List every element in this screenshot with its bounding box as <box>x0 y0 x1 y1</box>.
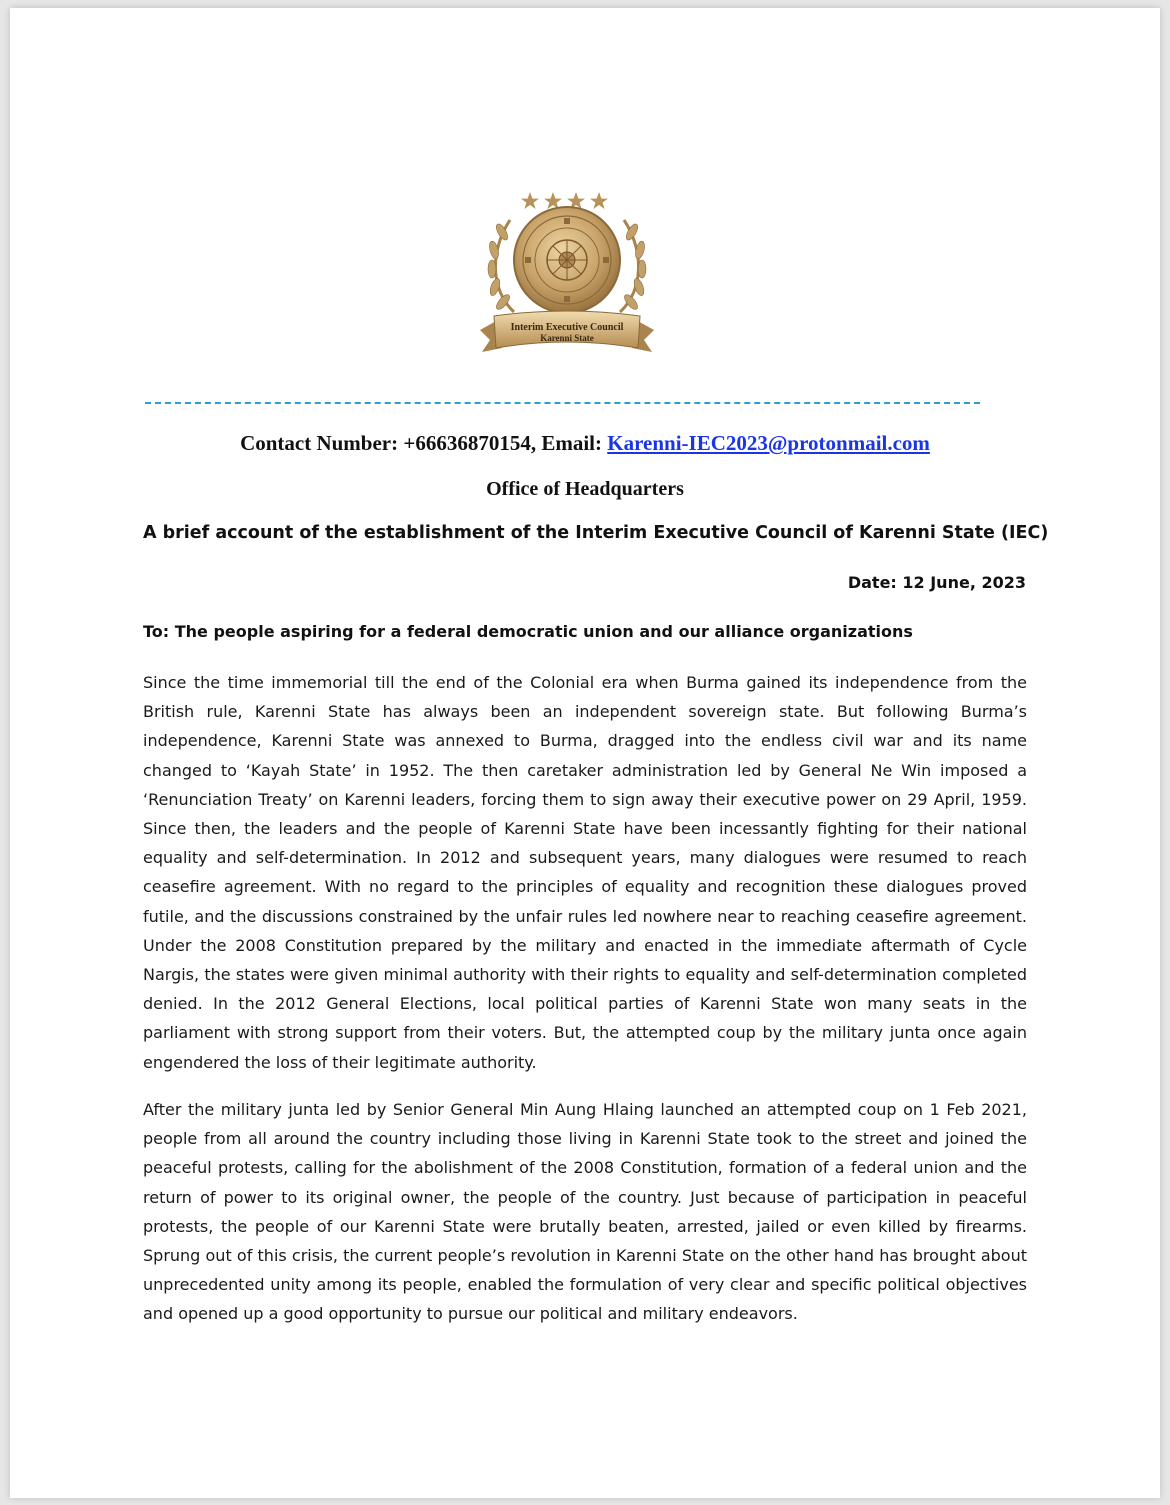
iec-seal-logo <box>472 180 662 368</box>
document-page <box>10 8 1160 1498</box>
contact-line <box>10 431 1160 456</box>
banner-line-2: Karenni State <box>540 333 594 343</box>
seal-emblem-icon <box>472 180 662 368</box>
contact-label: Contact Number: +66636870154, Email: <box>240 431 608 455</box>
body-paragraph: Since the time immemorial till the end of the Colonial era when Burma gained its independence from the British rule, Karenni State has always been an independent sovereign state. But following Burma’s independence, Karenni State was annexed to Burma, dragged into the endless civil war and its name changed to ‘Kayah State’ in 1952. The then caretaker administration led by General Ne Win imposed a ‘Renunciation Treaty’ on Karenni leaders, forcing them to sign away their executive power on 29 April, 1959. Since then, the leaders and the people of Karenni State have been incessantly fighting for their national equality and self-determination. In 2012 and subsequent years, many dialogues were resumed to reach ceasefire agreement. With no regard to the principles of equality and recognition these dialogues proved futile, and the discussions constrained by the unfair rules led nowhere near to reaching ceasefire agreement. Under the 2008 Constitution prepared by the military and enacted in the immediate aftermath of Cycle Nargis, the states were given minimal authority with their rights to equality and self-determination completed denied. In the 2012 General Elections, local political parties of Karenni State won many seats in the parliament with strong support from their voters. But, the attempted coup by the military junta once again engendered the loss of their legitimate authority. <box>143 673 1027 1072</box>
office-title: Office of Headquarters <box>486 478 684 500</box>
document-heading: A brief account of the establishment of the Interim Executive Council of Karenni State (IEC) <box>143 523 1049 543</box>
body-paragraph: After the military junta led by Senior General Min Aung Hlaing launched an attempted coup on 1 Feb 2021, people from all around the country including those living in Karenni State took to the street and joined the peaceful protests, calling for the abolishment of the 2008 Constitution, formation of a federal union and the return of power to its original owner, the people of the country. Just because of participation in peaceful protests, the people of our Karenni State were brutally beaten, arrested, jailed or even killed by firearms. Sprung out of this crisis, the current people’s revolution in Karenni State on the other hand has brought about unprecedented unity among its people, enabled the formulation of very clear and specific political objectives and opened up a good opportunity to pursue our political and military endeavors. <box>143 1100 1027 1324</box>
header-divider <box>145 402 980 404</box>
recipient-line: To: The people aspiring for a federal democratic union and our alliance organizations <box>143 622 913 641</box>
document-date: Date: 12 June, 2023 <box>847 573 1026 592</box>
email-link[interactable]: Karenni-IEC2023@protonmail.com <box>607 431 930 455</box>
banner-line-1: Interim Executive Council <box>510 322 624 333</box>
